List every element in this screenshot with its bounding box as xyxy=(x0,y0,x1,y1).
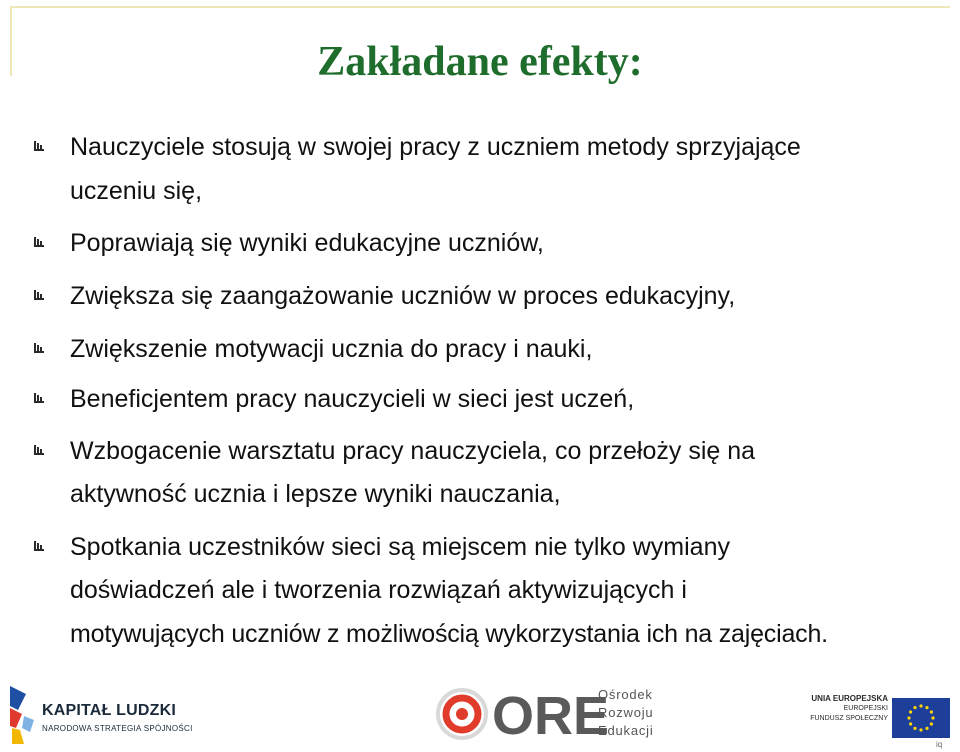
slide-frame-top xyxy=(10,6,950,8)
ore-line: Ośrodek xyxy=(598,687,653,702)
eu-corner-mark: iq xyxy=(936,740,943,749)
bullet-arrow-icon xyxy=(32,390,46,404)
slide-title: Zakładane efekty: xyxy=(317,39,643,85)
ore-line: Edukacji xyxy=(598,723,654,738)
ore-name xyxy=(598,686,654,740)
eu-flag-icon xyxy=(892,698,950,738)
footer-logos xyxy=(0,680,960,752)
bullet-arrow-icon xyxy=(32,340,46,354)
eu-line: EUROPEJSKI xyxy=(843,705,888,712)
bullet-line: aktywność ucznia i lepsze wyniki nauczania, xyxy=(70,480,561,508)
bullet-line: Wzbogacenie warsztatu pracy nauczyciela, co przełoży się na xyxy=(70,437,756,465)
bullet-arrow-icon xyxy=(32,138,46,152)
bullet-line: Zwiększenie motywacji ucznia do pracy i nauki, xyxy=(70,335,593,363)
ore-line: Rozwoju xyxy=(598,705,654,720)
ore-mark: ORE xyxy=(492,686,610,746)
kapital-ludzki-logo-icon xyxy=(8,686,36,744)
eu-line: UNIA EUROPEJSKA xyxy=(811,694,888,703)
bullet-arrow-icon xyxy=(32,442,46,456)
eu-caption xyxy=(808,694,888,724)
ore-logo-icon xyxy=(432,684,610,746)
kapital-ludzki-title: KAPITAŁ LUDZKI xyxy=(42,702,177,719)
bullet-line: Zwiększa się zaangażowanie uczniów w proces edukacyjny, xyxy=(70,282,736,310)
bullet-line: doświadczeń ale i tworzenia rozwiązań aktywizujących i xyxy=(70,576,687,604)
bullet-arrow-icon xyxy=(32,287,46,301)
bullet-arrow-icon xyxy=(32,538,46,552)
bullet-line: Beneficjentem pracy nauczycieli w sieci jest uczeń, xyxy=(70,385,635,413)
eu-line: FUNDUSZ SPOŁECZNY xyxy=(810,715,888,722)
bullet-line: motywujących uczniów z możliwością wykorzystania ich na zajęciach. xyxy=(70,620,828,648)
bullet-line: uczeniu się, xyxy=(70,177,203,205)
bullet-arrow-icon xyxy=(32,234,46,248)
bullet-line: Poprawiają się wyniki edukacyjne uczniów, xyxy=(70,229,544,257)
kapital-ludzki-subtitle: NARODOWA STRATEGIA SPÓJNOŚCI xyxy=(42,724,193,733)
bullet-line: Nauczyciele stosują w swojej pracy z uczniem metody sprzyjające xyxy=(70,133,801,161)
bullet-line: Spotkania uczestników sieci są miejscem nie tylko wymiany xyxy=(70,533,730,561)
